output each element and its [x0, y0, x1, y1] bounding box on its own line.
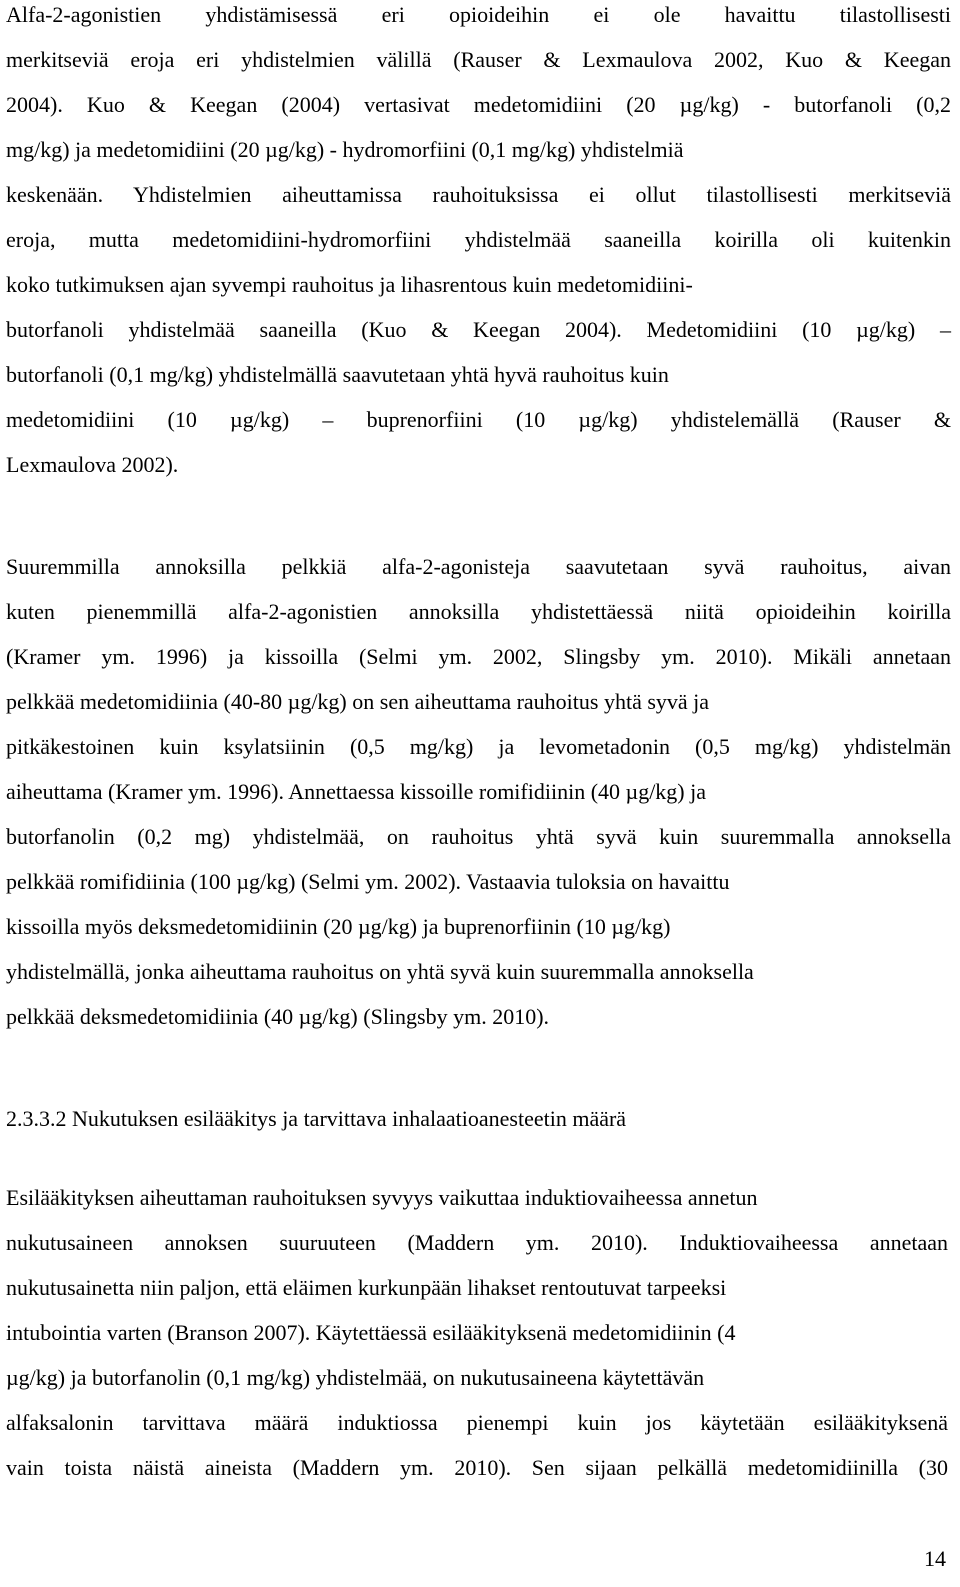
text-line: pelkkää medetomidiinia (40-80 µg/kg) on sen aiheuttama rauhoitus yhtä syvä ja	[6, 689, 710, 714]
text-line: butorfanolin (0,2 mg) yhdistelmää, on rauhoitus yhtä syvä kuin suuremmalla annoksella	[6, 824, 951, 849]
text-line: nukutusaineen annoksen suuruuteen (Maddern ym. 2010). Induktiovaiheessa annetaan	[6, 1230, 948, 1255]
text-line: µg/kg) ja butorfanolin (0,1 mg/kg) yhdistelmää, on nukutusaineena käytettävän	[6, 1365, 705, 1390]
text-line: kuten pienemmillä alfa-2-agonistien annoksilla yhdistettäessä niitä opioideihin koirilla	[6, 599, 951, 624]
text-line: aiheuttama (Kramer ym. 1996). Annettaessa kissoille romifidiinin (40 µg/kg) ja	[6, 779, 707, 804]
text-line: pitkäkestoinen kuin ksylatsiinin (0,5 mg/kg) ja levometadonin (0,5 mg/kg) yhdistelmän	[6, 734, 951, 759]
page-number: 14	[924, 1546, 946, 1571]
text-line: pelkkää romifidiinia (100 µg/kg) (Selmi ym. 2002). Vastaavia tuloksia on havaittu	[6, 869, 730, 894]
text-line: Esilääkityksen aiheuttaman rauhoituksen syvyys vaikuttaa induktiovaiheessa annetun	[6, 1185, 758, 1210]
text-line: eroja, mutta medetomidiini-hydromorfiini yhdistelmää saaneilla koirilla oli kuitenkin	[6, 227, 951, 252]
text-line: kissoilla myös deksmedetomidiinin (20 µg/kg) ja buprenorfiinin (10 µg/kg)	[6, 914, 671, 939]
text-line: medetomidiini (10 µg/kg) – buprenorfiini (10 µg/kg) yhdistelemällä (Rauser &	[6, 407, 951, 432]
text-line: nukutusainetta niin paljon, että eläimen kurkunpään lihakset rentoutuvat tarpeeksi	[6, 1275, 727, 1300]
text-line: Lexmaulova 2002).	[6, 452, 179, 477]
text-line: mg/kg) ja medetomidiini (20 µg/kg) - hydromorfiini (0,1 mg/kg) yhdistelmiä	[6, 137, 684, 162]
text-line: alfaksalonin tarvittava määrä induktiossa pienempi kuin jos käytetään esilääkityksenä	[6, 1410, 948, 1435]
paragraph-higher-doses	[6, 544, 951, 1039]
text-line: butorfanoli (0,1 mg/kg) yhdistelmällä saavutetaan yhtä hyvä rauhoitus kuin	[6, 362, 669, 387]
section-heading: 2.3.3.2 Nukutuksen esilääkitys ja tarvittava inhalaatioanesteetin määrä	[6, 1106, 627, 1131]
text-line: (Kramer ym. 1996) ja kissoilla (Selmi ym. 2002, Slingsby ym. 2010). Mikäli annetaan	[6, 644, 951, 669]
text-line: yhdistelmällä, jonka aiheuttama rauhoitus on yhtä syvä kuin suuremmalla annoksella	[6, 959, 754, 984]
text-line: vain toista näistä aineista (Maddern ym. 2010). Sen sijaan pelkällä medetomidiinilla (30	[6, 1455, 948, 1480]
text-line: 2004). Kuo & Keegan (2004) vertasivat medetomidiini (20 µg/kg) - butorfanoli (0,2	[6, 92, 951, 117]
text-line: intubointia varten (Branson 2007). Käytettäessä esilääkityksenä medetomidiinin (4	[6, 1320, 736, 1345]
text-line: keskenään. Yhdistelmien aiheuttamissa rauhoituksissa ei ollut tilastollisesti merkitseviä	[6, 182, 951, 207]
text-line: merkitseviä eroja eri yhdistelmien välillä (Rauser & Lexmaulova 2002, Kuo & Keegan	[6, 47, 951, 72]
text-line: Suuremmilla annoksilla pelkkiä alfa-2-agonisteja saavutetaan syvä rauhoitus, aivan	[6, 554, 951, 579]
text-line: koko tutkimuksen ajan syvempi rauhoitus ja lihasrentous kuin medetomidiini-	[6, 272, 693, 297]
text-line: Alfa-2-agonistien yhdistämisessä eri opioideihin ei ole havaittu tilastollisesti	[6, 2, 951, 27]
paragraph-premedication	[6, 1175, 948, 1490]
text-line: pelkkää deksmedetomidiinia (40 µg/kg) (Slingsby ym. 2010).	[6, 1004, 550, 1029]
text-line: butorfanoli yhdistelmää saaneilla (Kuo & Keegan 2004). Medetomidiini (10 µg/kg) –	[6, 317, 951, 342]
paragraph-alfa-2-agonists-opioids	[6, 0, 951, 487]
